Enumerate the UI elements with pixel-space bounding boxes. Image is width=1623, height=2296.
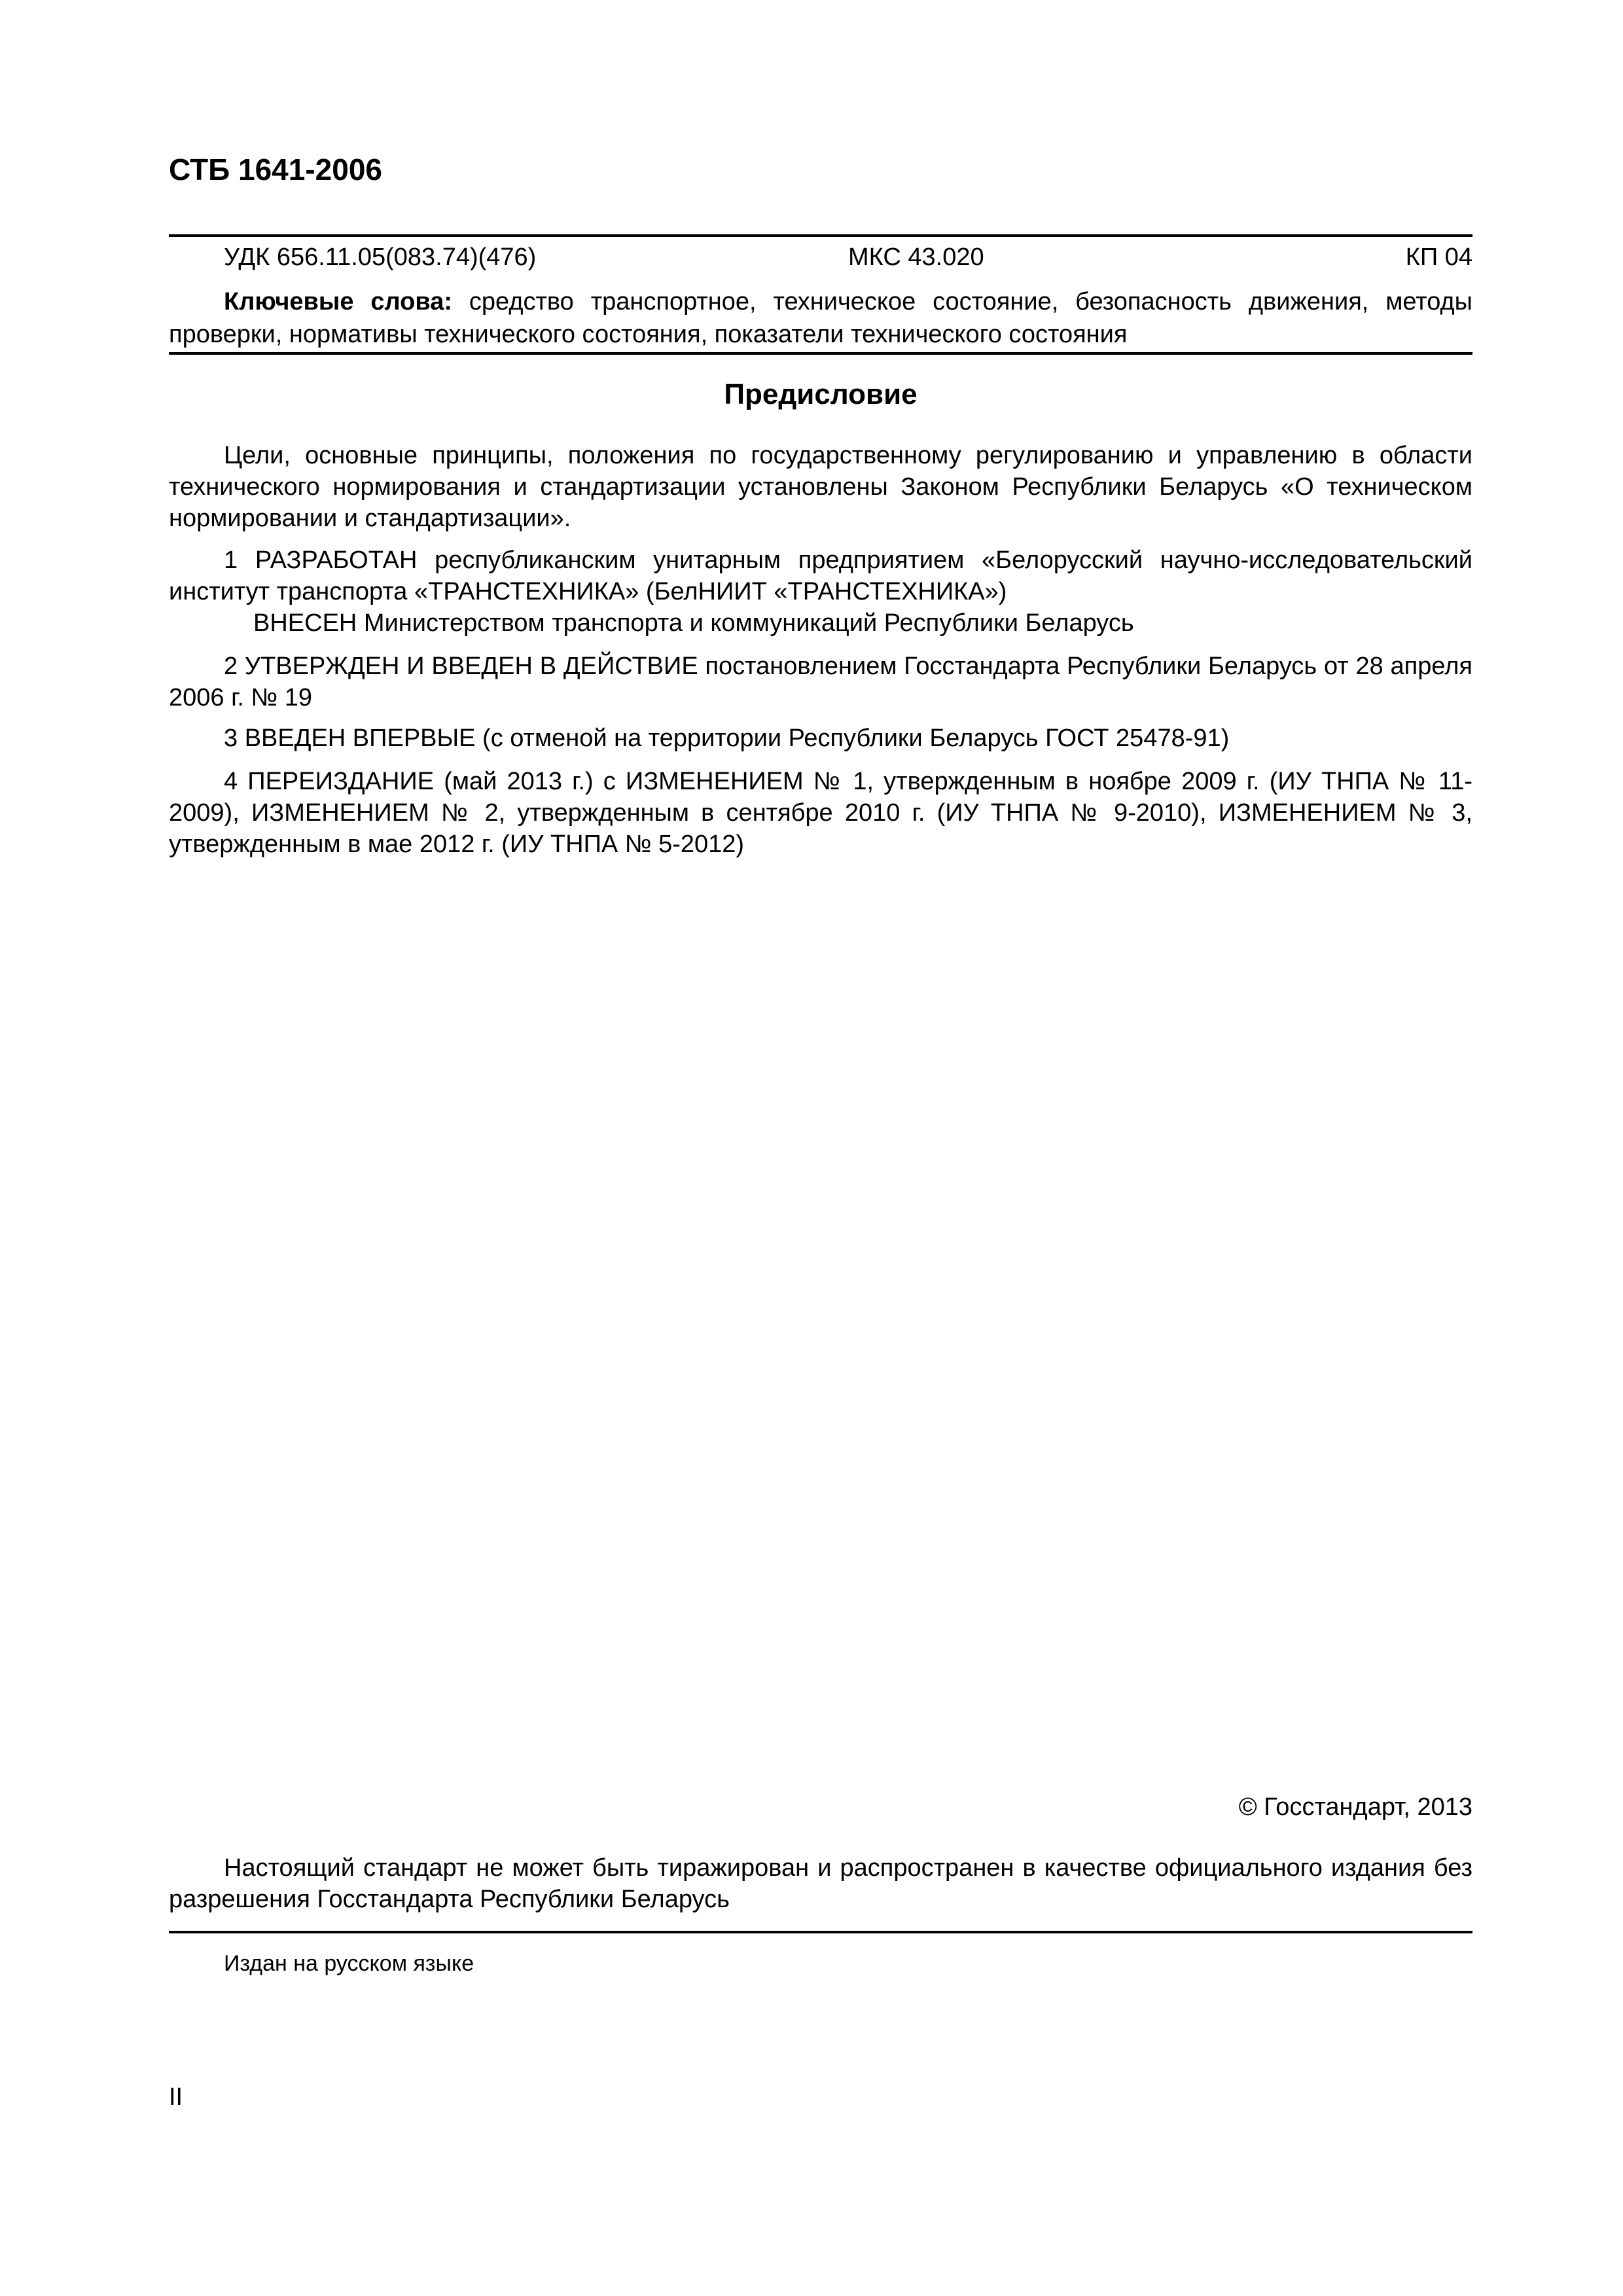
bottom-rule: [169, 1931, 1472, 1933]
copyright: © Госстандарт, 2013: [1238, 1793, 1472, 1821]
udk-code: УДК 656.11.05(083.74)(476): [224, 243, 537, 271]
reproduction-notice: Настоящий стандарт не может быть тиражирован и распространен в качестве официального издания без разрешения Госстандарта Республики Беларусь: [169, 1854, 1472, 1913]
kp-code: КП 04: [1405, 243, 1472, 271]
top-rule: [169, 234, 1472, 237]
keywords-label: Ключевые слова:: [224, 288, 453, 315]
keywords-rule: [169, 352, 1472, 355]
preface-item-1-introduced: ВНЕСЕН Министерством транспорта и коммуникаций Республики Беларусь: [253, 609, 1134, 637]
keywords: [169, 285, 1472, 351]
page-number: II: [169, 2083, 183, 2111]
keywords-text: средство транспортное, техническое состояние, безопасность движения, методы проверки, нормативы технического состояния, показатели технического состояния: [169, 288, 1472, 348]
preface-title: Предисловие: [724, 378, 918, 410]
preface-item-3: 3 ВВЕДЕН ВПЕРВЫЕ (с отменой на территории Республики Беларусь ГОСТ 25478-91): [224, 725, 1230, 752]
preface-item-1: 1 РАЗРАБОТАН республиканским унитарным предприятием «Белорусский научно-исследовательский институт транспорта «ТРАНСТЕХНИКА» (БелНИИТ «ТРАНСТЕХНИКА»): [169, 547, 1472, 605]
classification-row: [169, 243, 1472, 276]
preface-item-2: 2 УТВЕРЖДЕН И ВВЕДЕН В ДЕЙСТВИЕ постановлением Госстандарта Республики Беларусь от 28 апреля 2006 г. № 19: [169, 653, 1472, 711]
mks-code: МКС 43.020: [848, 243, 984, 271]
language-note: Издан на русском языке: [224, 1951, 474, 1976]
preface-item-4: 4 ПЕРЕИЗДАНИЕ (май 2013 г.) с ИЗМЕНЕНИЕМ № 1, утвержденным в ноябре 2009 г. (ИУ ТНПА № 11-2009), ИЗМЕНЕНИЕМ № 2, утвержденным в сентябре 2010 г. (ИУ ТНПА № 9-2010), ИЗМЕНЕНИЕМ № 3, утвержденным в мае 2012 г. (ИУ ТНПА № 5-2012): [169, 768, 1472, 858]
document-code: СТБ 1641-2006: [169, 152, 382, 187]
preface-intro: Цели, основные принципы, положения по государственному регулированию и управлению в области технического нормирования и стандартизации установлены Законом Республики Беларусь «О техническом нормировании и стандартизации».: [169, 442, 1472, 532]
